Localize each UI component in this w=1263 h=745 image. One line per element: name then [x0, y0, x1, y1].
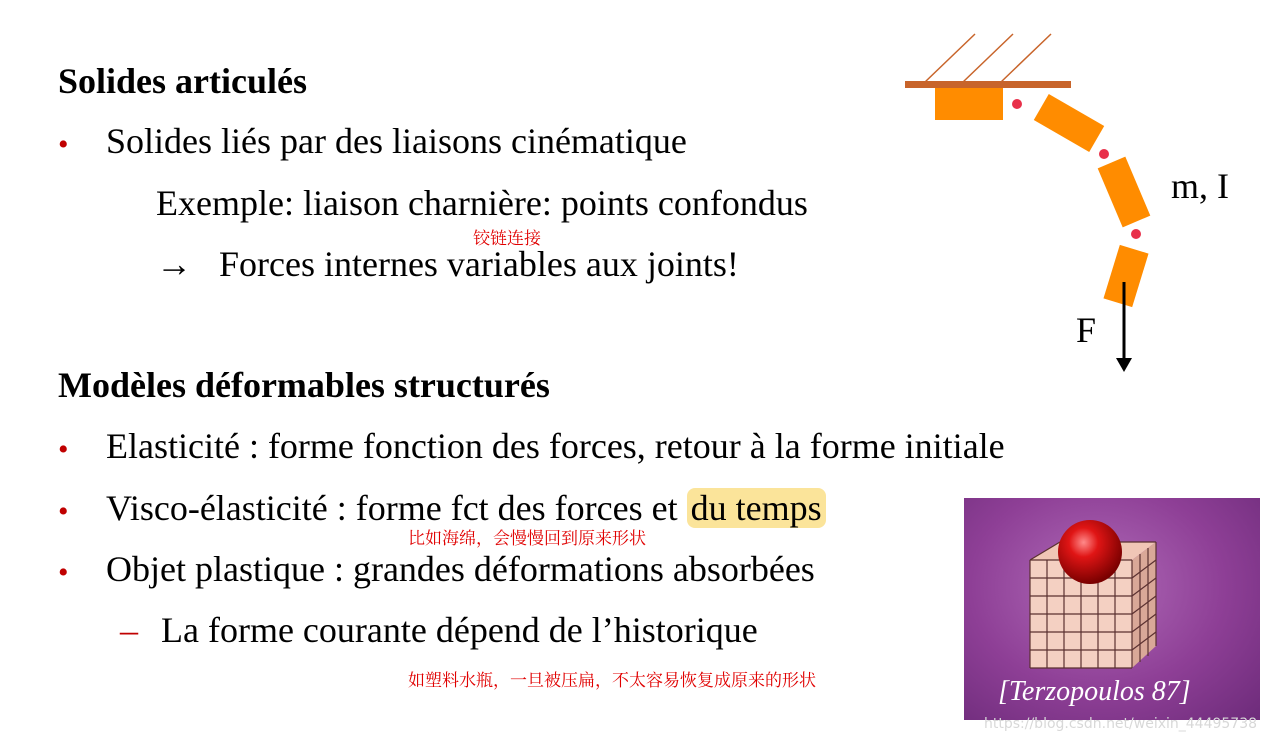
annotation-bottle: 如塑料水瓶，一旦被压扁，不太容易恢复成原来的形状	[408, 671, 816, 691]
ceiling-bar	[905, 81, 1071, 88]
section-title-deformable: Modèles déformables structurés	[58, 365, 550, 405]
joint-dot	[1012, 99, 1022, 109]
bullet-text-kinematic: Solides liés par des liaisons cinématique	[106, 121, 687, 161]
annotation-hinge: 铰链连接	[473, 229, 541, 249]
joint-dot	[1099, 149, 1109, 159]
bullet-text-plastic: Objet plastique : grandes déformations absorbées	[106, 549, 815, 589]
ceiling-hatching	[925, 34, 1051, 82]
watermark: https://blog.csdn.net/weixin_44495738	[984, 716, 1258, 732]
bullet-icon: •	[58, 556, 69, 589]
terzopoulos-figure	[964, 498, 1260, 720]
highlight-du-temps: du temps	[687, 488, 826, 528]
arrow-icon: →	[156, 244, 192, 284]
force-label: F	[1076, 310, 1097, 350]
joint-dot	[1131, 229, 1141, 239]
viscoelasticity-text: Visco-élasticité : forme fct des forces et	[106, 488, 678, 528]
bullet-text-elasticity: Elasticité : forme fonction des forces, retour à la forme initiale	[106, 426, 1005, 466]
dash-icon: –	[120, 610, 138, 650]
annotation-sponge: 比如海绵，会慢慢回到原来形状	[408, 529, 646, 549]
mass-inertia-label: m, I	[1171, 166, 1229, 206]
base-segment	[935, 88, 1003, 120]
segment-3	[1103, 245, 1148, 307]
bullet-icon: •	[58, 495, 69, 528]
segment-2	[1098, 157, 1151, 228]
sub-item-history: La forme courante dépend de l’historique	[161, 610, 758, 650]
articulated-chain-diagram	[895, 30, 1255, 380]
segment-1	[1034, 94, 1104, 152]
bullet-text-viscoelasticity	[106, 487, 826, 529]
section-title-articulated: Solides articulés	[58, 61, 307, 101]
bullet-icon: •	[58, 128, 69, 161]
force-arrow-head	[1116, 358, 1132, 372]
bullet-icon: •	[58, 433, 69, 466]
forces-text: Forces internes variables aux joints!	[219, 244, 739, 284]
red-sphere	[1058, 520, 1122, 584]
example-text: Exemple: liaison charnière: points confondus	[156, 183, 808, 223]
figure-caption: [Terzopoulos 87]	[998, 676, 1191, 707]
